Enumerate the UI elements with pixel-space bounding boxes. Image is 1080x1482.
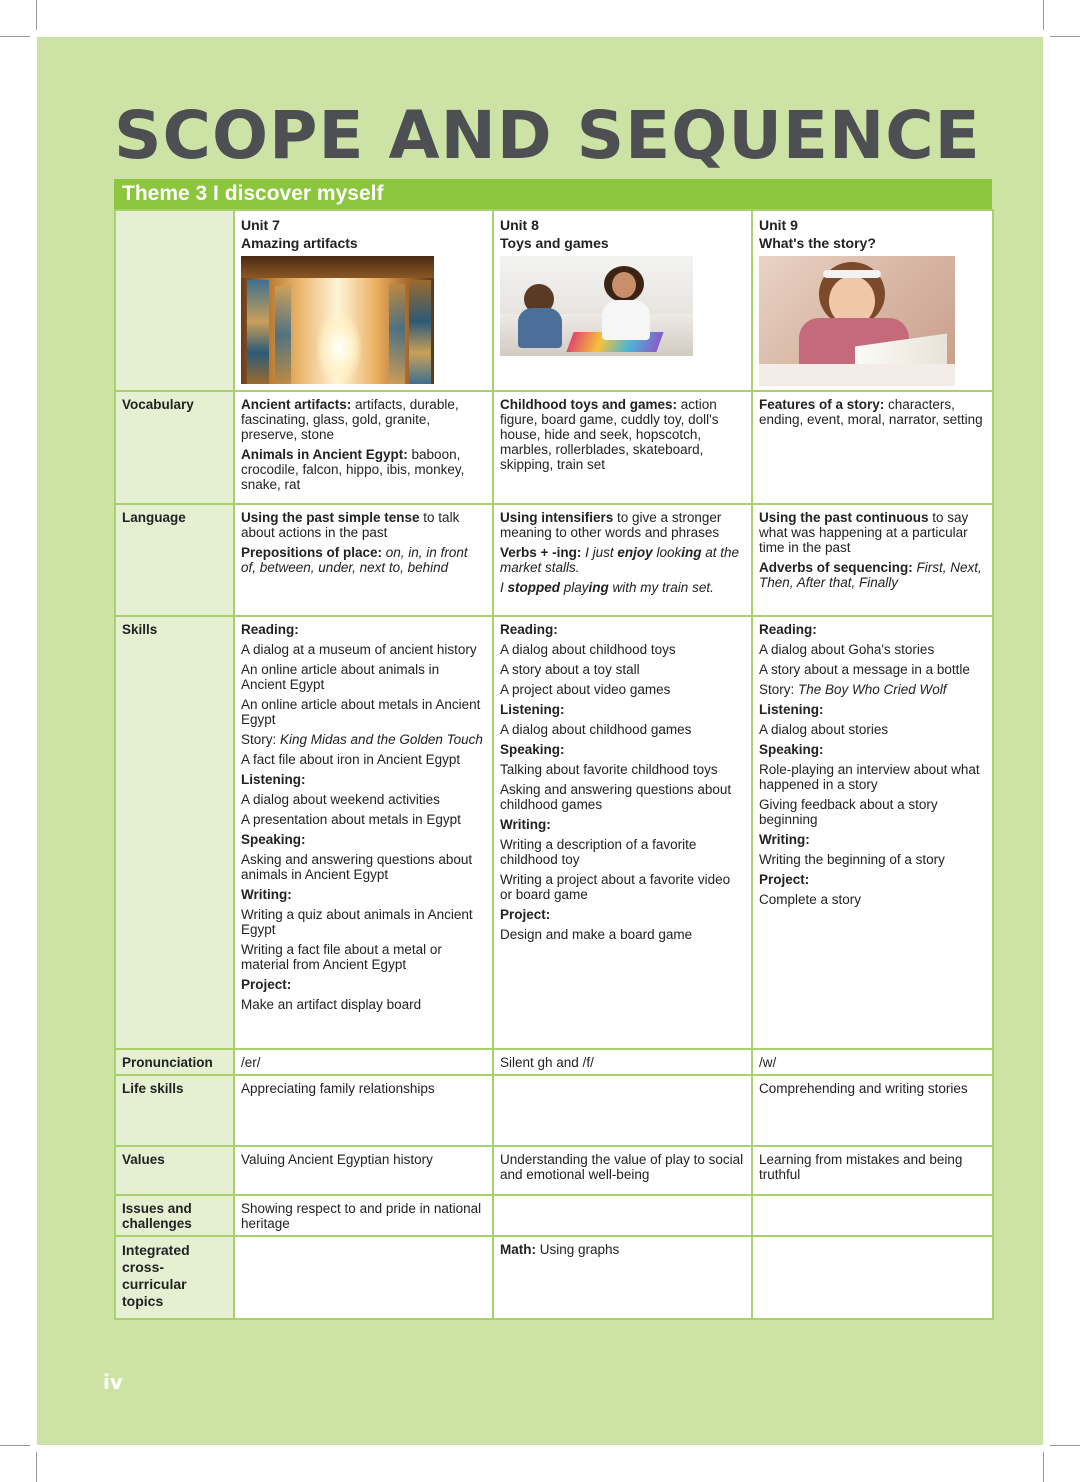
vocabulary-unit-7	[234, 391, 493, 504]
crop-mark	[36, 0, 37, 30]
skill-heading: Project:	[759, 872, 810, 887]
example-part: at the market stalls.	[500, 545, 739, 575]
values-unit-7: Valuing Ancient Egyptian history	[234, 1146, 493, 1195]
unit-number: Unit 8	[500, 217, 539, 233]
language-item	[241, 510, 486, 540]
language-unit-7	[234, 504, 493, 616]
example-emphasis: stopped	[507, 580, 561, 595]
pronunciation-unit-8: Silent gh and /f/	[493, 1049, 752, 1075]
values-row	[115, 1146, 993, 1195]
issues-row	[115, 1195, 993, 1236]
skill-item: Talking about favorite childhood toys	[500, 762, 718, 777]
skill-heading: Reading:	[241, 622, 299, 637]
story-prefix: Story:	[241, 732, 281, 747]
skills-unit-7	[234, 616, 493, 1049]
language-item	[759, 560, 986, 590]
children-board-game-image	[500, 256, 693, 356]
vocabulary-group	[759, 397, 986, 427]
skill-item: An online article about metals in Ancient Egypt	[241, 697, 481, 727]
vocabulary-group	[241, 447, 486, 492]
pronunciation-unit-9: /w/	[752, 1049, 993, 1075]
skill-heading: Writing:	[241, 887, 292, 902]
unit-title: Toys and games	[500, 235, 609, 251]
integrated-row	[115, 1236, 993, 1319]
life-skills-unit-9: Comprehending and writing stories	[752, 1075, 993, 1146]
unit-number: Unit 9	[759, 217, 798, 233]
vocabulary-words: action figure, board game, cuddly toy, doll's house, hide and seek, hopscotch, marbles, rollerblades, skateboard, skipping, train set	[500, 397, 719, 472]
unit-title: Amazing artifacts	[241, 235, 358, 251]
vocabulary-unit-9	[752, 391, 993, 504]
language-text: to talk about actions in the past	[241, 510, 460, 540]
row-label-line: Integrated	[122, 1242, 190, 1258]
vocabulary-words: characters, ending, event, moral, narrator, setting	[759, 397, 983, 427]
skill-heading: Listening:	[241, 772, 306, 787]
row-label-skills: Skills	[115, 616, 234, 1049]
skill-item: Design and make a board game	[500, 927, 693, 942]
life-skills-row	[115, 1075, 993, 1146]
skill-item	[759, 682, 986, 697]
row-label-line: cross-	[122, 1259, 165, 1275]
unit-number: Unit 7	[241, 217, 280, 233]
language-item	[241, 545, 486, 575]
skill-heading: Speaking:	[759, 742, 824, 757]
skill-item: A fact file about iron in Ancient Egypt	[241, 752, 461, 767]
unit-7-header	[234, 210, 493, 391]
row-label-vocabulary: Vocabulary	[115, 391, 234, 504]
language-unit-9	[752, 504, 993, 616]
language-heading: Using the past continuous	[759, 510, 929, 525]
skill-item: Writing a project about a favorite video or board game	[500, 872, 731, 902]
skill-item: Writing a description of a favorite childhood toy	[500, 837, 697, 867]
skill-item: Writing the beginning of a story	[759, 852, 945, 867]
skill-item: A dialog at a museum of ancient history	[241, 642, 477, 657]
vocabulary-unit-8	[493, 391, 752, 504]
skill-item: Asking and answering questions about childhood games	[500, 782, 732, 812]
life-skills-unit-8	[493, 1075, 752, 1146]
girl-reading-image	[759, 256, 955, 386]
language-unit-8	[493, 504, 752, 616]
language-item	[759, 510, 986, 555]
issues-unit-8	[493, 1195, 752, 1236]
language-heading: Using intensifiers	[500, 510, 614, 525]
crop-mark	[0, 36, 30, 37]
vocabulary-heading: Features of a story:	[759, 397, 885, 412]
subject-topic: Using graphs	[536, 1242, 620, 1257]
skill-item: Writing a fact file about a metal or material from Ancient Egypt	[241, 942, 442, 972]
subject-heading: Math:	[500, 1242, 536, 1257]
values-unit-9: Learning from mistakes and being truthful	[752, 1146, 993, 1195]
skills-unit-8	[493, 616, 752, 1049]
skill-item: A dialog about childhood toys	[500, 642, 676, 657]
language-heading: Prepositions of place:	[241, 545, 383, 560]
skill-item: A dialog about weekend activities	[241, 792, 440, 807]
skill-heading: Project:	[500, 907, 551, 922]
skill-item: A dialog about stories	[759, 722, 889, 737]
example-emphasis: enjoy	[617, 545, 653, 560]
example-sentence	[500, 580, 714, 595]
skill-heading: Writing:	[759, 832, 810, 847]
skill-heading: Project:	[241, 977, 292, 992]
example-part: I	[500, 580, 508, 595]
pronunciation-row	[115, 1049, 993, 1075]
language-item	[500, 580, 745, 595]
row-label-pronunciation: Pronunciation	[115, 1049, 234, 1075]
skill-heading: Reading:	[500, 622, 558, 637]
crop-mark	[1050, 1445, 1080, 1446]
skills-row	[115, 616, 993, 1049]
skill-heading: Listening:	[759, 702, 824, 717]
language-examples: on, in, in front of, between, under, next to, behind	[241, 545, 468, 575]
skill-heading: Writing:	[500, 817, 551, 832]
integrated-unit-7	[234, 1236, 493, 1319]
pronunciation-unit-7: /er/	[234, 1049, 493, 1075]
vocabulary-words: baboon, crocodile, falcon, hippo, ibis, monkey, snake, rat	[241, 447, 465, 492]
skill-item: Role-playing an interview about what happened in a story	[759, 762, 980, 792]
language-text: to say what was happening at a particular time in the past	[759, 510, 969, 555]
row-label-life-skills: Life skills	[115, 1075, 234, 1146]
unit-title: What's the story?	[759, 235, 876, 251]
issues-unit-9	[752, 1195, 993, 1236]
row-label-language: Language	[115, 504, 234, 616]
vocabulary-group	[500, 397, 745, 472]
skill-item: A story about a toy stall	[500, 662, 640, 677]
skill-item: A story about a message in a bottle	[759, 662, 970, 677]
row-label-integrated	[115, 1236, 234, 1319]
language-examples: First, Next, Then, After that, Finally	[759, 560, 982, 590]
values-unit-8: Understanding the value of play to social and emotional well-being	[493, 1146, 752, 1195]
ancient-egypt-temple-image	[241, 256, 434, 384]
skill-heading: Speaking:	[500, 742, 565, 757]
example-part: play	[560, 580, 589, 595]
row-label-line: topics	[122, 1293, 164, 1309]
skill-heading: Speaking:	[241, 832, 306, 847]
unit-header-row	[115, 210, 993, 391]
crop-mark	[1043, 0, 1044, 30]
vocabulary-heading: Childhood toys and games:	[500, 397, 678, 412]
language-item	[500, 510, 745, 540]
vocabulary-heading: Ancient artifacts:	[241, 397, 352, 412]
language-row	[115, 504, 993, 616]
skill-item: Make an artifact display board	[241, 997, 422, 1012]
skill-item: Giving feedback about a story beginning	[759, 797, 938, 827]
skills-unit-9	[752, 616, 993, 1049]
vocabulary-words: artifacts, durable, fascinating, glass, gold, granite, preserve, stone	[241, 397, 459, 442]
row-label-line: Issues and	[122, 1201, 192, 1216]
scope-sequence-table	[114, 209, 994, 1320]
story-title: The Boy Who Cried Wolf	[798, 682, 947, 697]
example-emphasis: ing	[588, 580, 609, 595]
example-part: with my train set.	[608, 580, 714, 595]
life-skills-unit-7: Appreciating family relationships	[234, 1075, 493, 1146]
vocabulary-group	[241, 397, 486, 442]
row-label-issues	[115, 1195, 234, 1236]
crop-mark	[1043, 1452, 1044, 1482]
example-part: look	[652, 545, 682, 560]
unit-8-header	[493, 210, 752, 391]
example-emphasis: ing	[681, 545, 702, 560]
page-number: iv	[103, 1370, 123, 1394]
unit-9-header	[752, 210, 993, 391]
empty-corner-cell	[115, 210, 234, 391]
row-label-line: challenges	[122, 1216, 192, 1231]
language-item	[500, 545, 745, 575]
crop-mark	[1050, 36, 1080, 37]
skill-heading: Reading:	[759, 622, 817, 637]
story-title: King Midas and the Golden Touch	[280, 732, 483, 747]
skill-item: Asking and answering questions about animals in Ancient Egypt	[241, 852, 473, 882]
skill-item: Complete a story	[759, 892, 862, 907]
language-heading: Verbs + -ing:	[500, 545, 582, 560]
crop-mark	[0, 1445, 30, 1446]
issues-unit-7: Showing respect to and pride in national heritage	[234, 1195, 493, 1236]
vocabulary-row	[115, 391, 993, 504]
row-label-values: Values	[115, 1146, 234, 1195]
vocabulary-heading: Animals in Ancient Egypt:	[241, 447, 408, 462]
integrated-unit-9	[752, 1236, 993, 1319]
language-heading: Using the past simple tense	[241, 510, 420, 525]
language-text: to give a stronger meaning to other words and phrases	[500, 510, 722, 540]
row-label-line: curricular	[122, 1276, 187, 1292]
skill-item	[241, 732, 486, 747]
language-heading: Adverbs of sequencing:	[759, 560, 913, 575]
skill-item: A dialog about childhood games	[500, 722, 692, 737]
story-prefix: Story:	[759, 682, 799, 697]
skill-heading: Listening:	[500, 702, 565, 717]
skill-item: A dialog about Goha's stories	[759, 642, 935, 657]
integrated-unit-8	[493, 1236, 752, 1319]
crop-mark	[36, 1452, 37, 1482]
skill-item: A project about video games	[500, 682, 671, 697]
theme-header: Theme 3 I discover myself	[114, 179, 992, 209]
page-title: SCOPE AND SEQUENCE	[114, 97, 981, 174]
skill-item: A presentation about metals in Egypt	[241, 812, 461, 827]
skill-item: Writing a quiz about animals in Ancient Egypt	[241, 907, 473, 937]
skill-item: An online article about animals in Ancient Egypt	[241, 662, 440, 692]
example-part: I just	[581, 545, 618, 560]
